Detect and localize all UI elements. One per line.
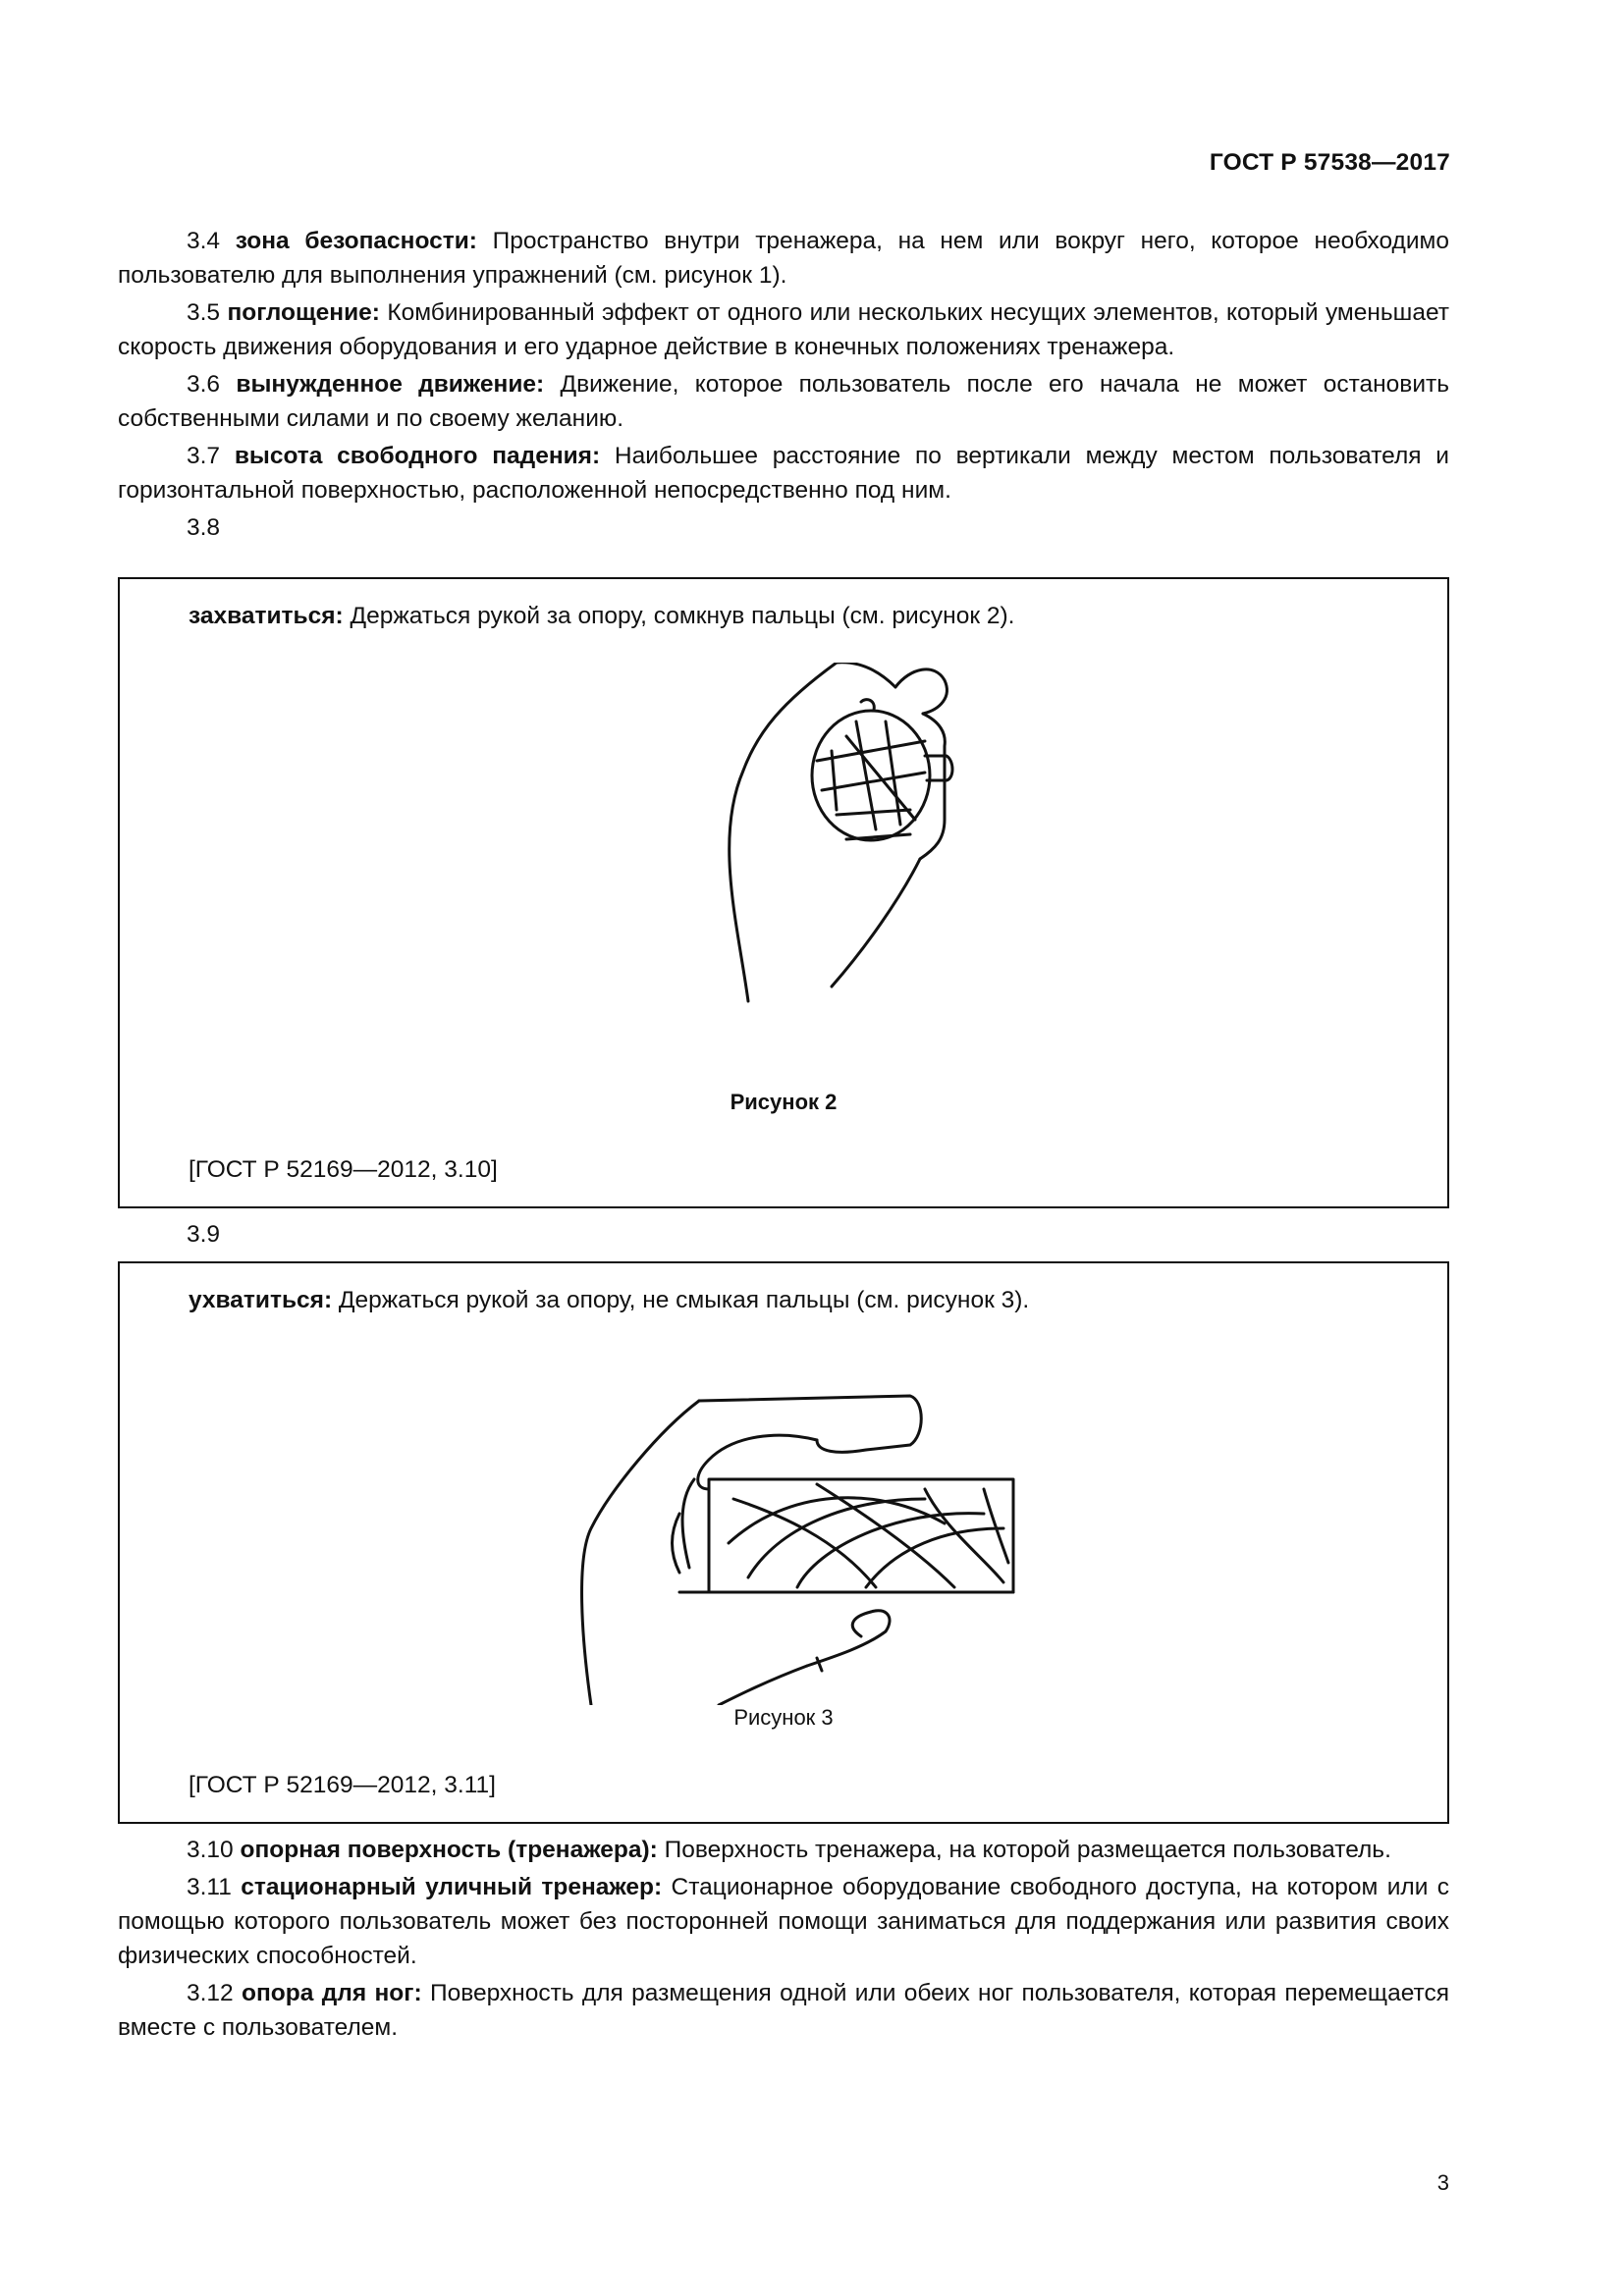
term-box-3-8 <box>118 577 1449 1208</box>
term-3-5: 3.5 поглощение: Комбинированный эффект от одного или нескольких несущих элементов, который уменьшает скорость движения оборудования и его ударное действие в конечных положениях тренажера. <box>118 299 1449 360</box>
term-3-7: 3.7 высота свободного падения: Наибольшее расстояние по вертикали между местом пользователя и горизонтальной поверхностью, расположенной непосредственно под ним. <box>118 443 1449 504</box>
term-3-6: 3.6 вынужденное движение: Движение, которое пользователь после его начала не может остановить собственными силами и по своему желанию. <box>118 371 1449 432</box>
figure-3-caption: Рисунок 3 <box>733 1705 834 1730</box>
term-3-9-number-wrap <box>118 1217 1449 1252</box>
term-3-9-definition: ухватиться: Держаться рукой за опору, не смыкая пальцы (см. рисунок 3). <box>189 1287 1030 1313</box>
term-3-12: 3.12 опора для ног: Поверхность для размещения одной или обеих ног пользователя, которая перемещается вместе с пользователем. <box>118 1980 1449 2041</box>
figure-2-source-reference: [ГОСТ Р 52169—2012, 3.10] <box>189 1156 498 1183</box>
term-3-4: 3.4 зона безопасности: Пространство внутри тренажера, на нем или вокруг него, которое необходимо пользователю для выполнения упражнений (см. рисунок 1). <box>118 228 1449 289</box>
document-header: ГОСТ Р 57538—2017 <box>1209 149 1450 176</box>
term-3-9-number: 3.9 <box>187 1221 221 1248</box>
figure-3-open-grip-hand <box>522 1342 1151 1705</box>
term-3-11: 3.11 стационарный уличный тренажер: Стационарное оборудование свободного доступа, на котором или с помощью которого пользователь может без посторонней помощи заниматься для поддержания или развития своих физических способностей. <box>118 1874 1449 1969</box>
figure-2-caption: Рисунок 2 <box>730 1090 838 1114</box>
figure-3-source-reference: [ГОСТ Р 52169—2012, 3.11] <box>189 1772 496 1798</box>
term-box-3-9 <box>118 1261 1449 1824</box>
term-3-8-number: 3.8 <box>187 514 221 541</box>
terms-section-top <box>118 224 1449 545</box>
term-3-10: 3.10 опорная поверхность (тренажера): Поверхность тренажера, на которой размещается пользователь. <box>187 1837 1391 1863</box>
term-3-8-definition: захватиться: Держаться рукой за опору, сомкнув пальцы (см. рисунок 2). <box>189 603 1015 629</box>
figure-2-closed-grip-hand <box>689 663 1082 1016</box>
terms-section-bottom <box>118 1833 1449 2048</box>
page-number: 3 <box>1436 2170 1449 2195</box>
